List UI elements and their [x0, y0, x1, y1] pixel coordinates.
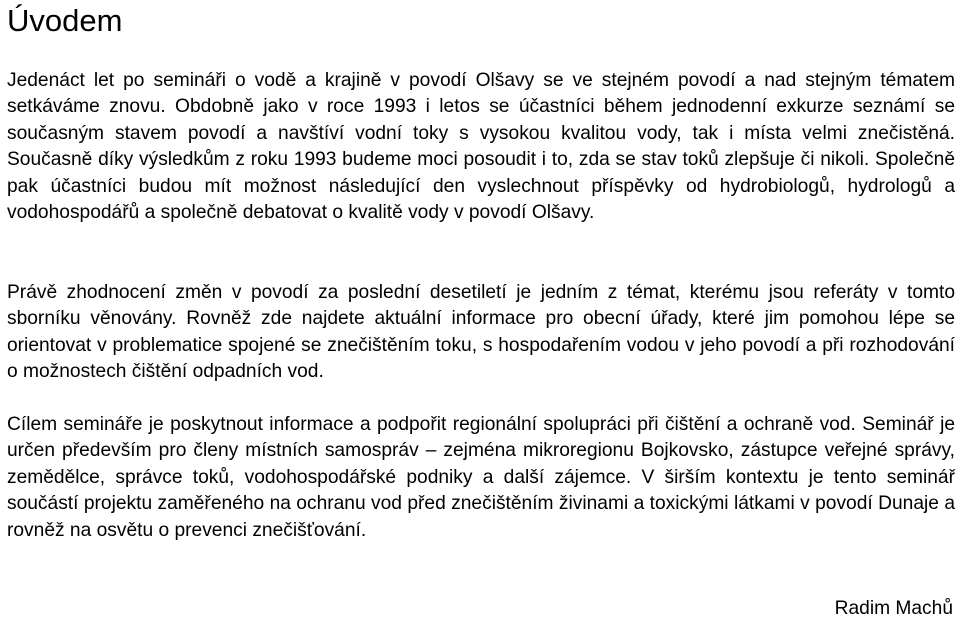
paragraph-intro: Jedenáct let po semináři o vodě a krajině v povodí Olšavy se ve stejném povodí a nad stejným tématem setkáváme znovu. Obdobně jako v roce 1993 i letos se účastníci během jednodenní exkurze seznámí se současným stavem povodí a navštíví vodní toky s vysokou kvalitou vody, tak i místa velmi znečistěná. Současně díky výsledkům z roku 1993 budeme moci posoudit i to, zda se stav toků zlepšuje či nikoli. Společně pak účastníci budou mít možnost následující den vyslechnout příspěvky od hydrobiologů, hydrologů a vodohospodářů a společně debatovat o kvalitě vody v povodí Olšavy.	[7, 70, 955, 224]
page-title: Úvodem	[7, 3, 123, 38]
paragraph-changes: Právě zhodnocení změn v povodí za poslední desetiletí je jedním z témat, kterému jsou referáty v tomto sborníku věnovány. Rovněž zde najdete aktuální informace pro obecní úřady, které jim pomohou lépe se orientovat v problematice spojené se znečištěním toku, s hospodařením vodou v jeho povodí a při rozhodování o možnostech čištění odpadních vod.	[7, 282, 955, 383]
author-signature: Radim Machů	[834, 598, 953, 619]
paragraph-goal: Cílem semináře je poskytnout informace a podpořit regionální spolupráci při čištění a ochraně vod. Seminář je určen především pro členy místních samospráv – zejména mikroregionu Bojkovsko, zástupce veřejné správy, zemědělce, správce toků, vodohospodářské podniky a další zájemce. V širším kontextu je tento seminář součástí projektu zaměřeného na ochranu vod před znečištěním živinami a toxickými látkami v povodí Dunaje a rovněž na osvětu o prevenci znečišťování.	[7, 414, 955, 541]
